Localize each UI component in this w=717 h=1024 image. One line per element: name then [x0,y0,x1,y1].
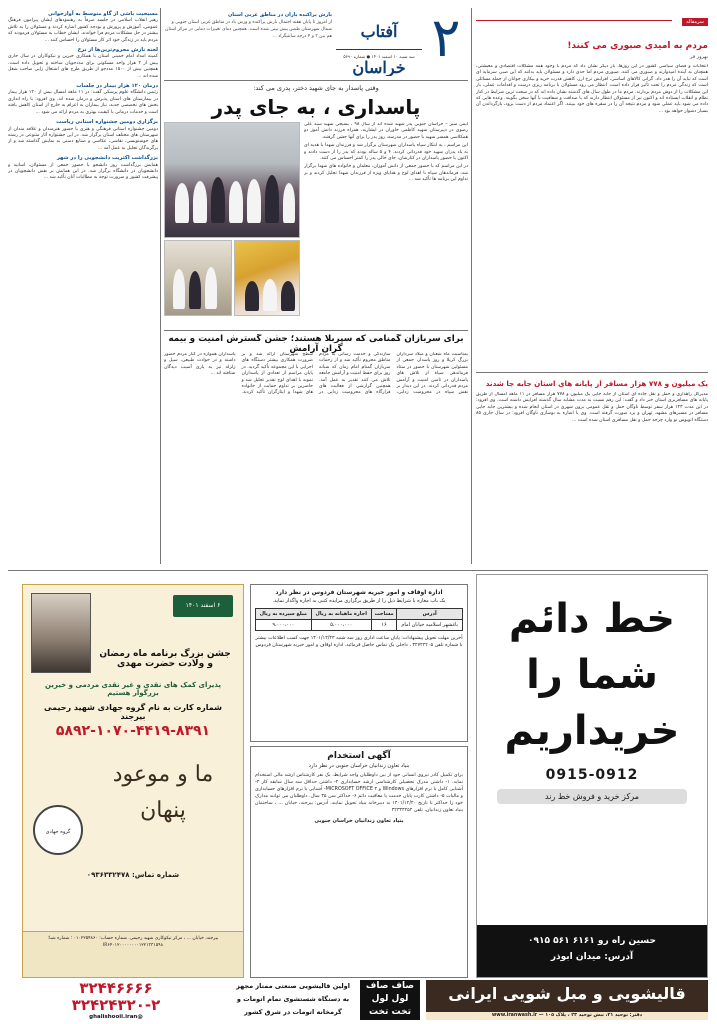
editorial-column [476,8,708,564]
table-row [256,620,463,631]
divider [476,372,708,373]
notice-subtitle: یک باب مغازه با شرایط ذیل را از طریق برگزاری مزایده کتبی به اجاره واگذار نماید. [272,598,446,604]
ad-phone: 0915-0912 [545,767,639,783]
brief-headline: برگزاری دومین جشنواره استانی ریاست [56,119,158,126]
card-number: ۵۸۹۲-۱۰۷۰-۴۴۱۹-۸۳۹۱ [55,723,211,739]
editorial-author: بهروز فر [689,54,708,60]
ad-center-name: مرکز خرید و فروش خط رند [497,789,687,804]
table-cell: ۵،۰۰۰،۰۰۰ [311,620,371,631]
bottom-ad-strip [18,980,708,1020]
slogan-line: صاف صاف [365,981,415,991]
ad-headline: خط دائم شما را خریداریم [504,596,680,754]
table-cell: باغشهر اسلامیه خیابان امام [397,620,463,631]
article-photo-students [164,122,300,238]
masthead [336,8,468,76]
notice-subtitle: بنیاد تعاون زندانیان خراسان جنوبی در نظر دارد [308,763,410,769]
contact-number: شماره تماس: ۰۹۳۶۳۳۲۴۷۸ [86,871,180,879]
article-paragraph: در این مراسم که با حضور جمعی از دانش آموزان، معلمان و خانواده های شهدا برگزار شد، فرماندهان سپاه با اهدای لوح و هدایای ویژه از فرزندان شهدا تجلیل کردند و بر تداوم این برنامه ها تأکید شد ... [304,164,468,183]
ad-contact-address: آدرس: میدان ابوذر [550,952,634,962]
news-brief-column [8,8,158,564]
ad-contact-strip [477,925,707,977]
article-2-headline: برای سربازان گمنامی که سپربلا هستند؛ جشن گسترش امنیت و بیمه گران آرامش [168,334,464,354]
ad-slogan-box [360,980,420,1020]
ad-headline: جشن بزرگ برنامه ماه رمضان و ولادت حضرت مهدی [99,649,231,669]
ad-address: دفتر: توحید ۲۱، نبش توحید ۲۳ ، پلاک ۱۰۵ — www.iranwash.ir [426,1012,708,1020]
awqaf-notice [250,584,468,742]
page-number: ۲ [431,8,461,69]
kicker-body: از امروز تا پایان هفته احتمال بارش پراکنده و وزش باد در مناطق غربی استان جنوبی و شمال شهرستان طبس پیش بینی شده است. همچنین دمای تغییرات دمایی در مرکز استان هم بین ۳ و ۴ درجه سانتیگراد ... [165,20,332,39]
ad-phones [18,980,214,1020]
phone-number: ۳۲۴۴۶۶۶۶ [79,980,153,997]
article-headline: پاسداری ، به جای پدر [211,95,421,119]
kicker-news [164,12,332,40]
instagram-handle: @ghalishooii.iran [89,1014,143,1020]
editorial-body: انتخابات و فضای سیاسی کشور در این روزها، بار دیگر نشان داد که مردم با وجود همه مشکلات اقتصادی و معیشتی، همچنان به آینده امیدوارند و صبوری می کنند. صبوری مردم اما حدی دارد و مسئولان باید بدانند که این صبر، سرمایه ای است که نباید آن را هدر داد. گرانی کالاهای اساسی، افزایش نرخ ارز، کاهش قدرت خرید و بیکاری جوانان از جمله مسائلی است که زندگی مردم را تحت تأثیر قرار داده است. انتظار می رود مسئولان با برنامه ریزی درست و اقدامات عملی، بار این مشکلات را از دوش مردم بردارند. مردم ما در طول سال های گذشته نشان داده اند که در سخت ترین شرایط در کنار نظام و انقلاب ایستاده اند و اکنون نیز از مسئولان انتظار دارند که با صداقت و شفافیت با آنها سخن بگویند. وعده هایی که داده می شود باید عملی شود و مردم نتیجه آن را در سفره های خود ببینند. اگر اعتماد مردم از دست برود، بازگرداندن آن بسیار دشوار خواهد بود ... [476,64,708,114]
brief-headline: درمان ۱۲۰ هزار بیمار در جلسات [76,83,158,90]
article-paragraph: این مراسم ، به ابتکار سپاه پاسداران شهرستان برگزار شد و فرزندان شهدا با هدیه ای به یاد پدران شهید خود قدردانی کردند. ۴ و ۵ ساله بودند که پدر را از دست دادند و اکنون با حضور پاسداران در کنارشان، جای خالی پدر را کمتر احساس می کنند. [304,143,468,162]
table-cell: ۹،۰۰۰،۰۰۰ [256,620,312,631]
table-header: مساحت [371,609,397,620]
issue-info: سه شنبه ۱۰ اسفند ۱۴۰۱ ● شماره ۵۶۹۰ [343,54,415,59]
divider [164,80,468,81]
ad-footer: بیرجند، خیابان ... ، مرکز نیکوکاری شهید رحیمی. شماره حساب: ۰۱۰۲۲۵۴۸۶۰ ؛ شماره شبا: IR۶۴۰۱۲۰۰۰۰۰۰۰۰۱۲۲۱۳۳۱۵۹۸ [23,931,243,977]
section-line [476,20,672,21]
brief-body: همایش بزرگداشت روز دانشجو با حضور جمعی از مسئولان، اساتید و دانشجویان در دانشگاه برگزار شد. در این همایش بر نقش دانشجویان در پیشرفت کشور و ضرورت توجه به مطالبات آنان تأکید شد ... [8,162,158,181]
martyr-portrait [31,593,91,673]
column-rule [471,8,472,564]
section-tab: سرمقاله [682,18,708,26]
ad-contact-phone: حسین راه رو ۶۱۶۱ ۵۶۱ ۰۹۱۵ [528,936,656,946]
employment-notice [250,746,468,978]
group-logo-icon: گروه جهادی [33,805,83,855]
calligraphy-slogan: ما و موعود پنهان [112,762,214,823]
article-photo-classroom [234,240,300,316]
notice-table [255,608,463,631]
ad-subheadline: پذیرای کمک های نقدی و غیر نقدی مردمی و خیرین بزرگوار هستیم [44,681,222,697]
ad-charity-group [22,584,244,978]
divider [164,330,468,331]
ad-carpet-wash [426,980,708,1020]
article-paragraph: ایمن سپر – خراسان جنوبی پدر شهید شده اند از سال ۹۸ ، بسیجی شهید سید علی رضوی در دبیرستان شهید کاظمی خاوران در اپشاریه، همراه فرزند دانش آموز دو همکلاسی همسر شهید با حضور در مدرسه، روز پدر را برای آنها جشن گرفتند. [304,122,468,140]
kicker-title: بارش پراکنده باران در مناطق غربی استان [227,12,332,18]
notice-footer: آخرین مهلت تحویل پیشنهادات: پایان ساعت اداری روز سه شنبه ۱۴۰۱/۱۲/۲۳ جهت کسب اطلاعات بیشتر با شماره تلفن ۳۲۷۲۲۲۰۵ ، داخلی یک تماس حاصل فرمائید. اداره اوقاف و امور خیریه شهرستان فردوس [255,636,463,648]
date-ribbon: ۶ اسفند ۱۴۰۱ [173,595,233,617]
column-rule [160,8,161,564]
section-divider [8,570,708,571]
notice-title: اداره اوقاف و امور خیریه شهرستان فردوس در نظر دارد [275,589,443,596]
notice-title: آگهی استخدام [327,751,391,761]
table-header: مبلغ سپرده به ریال [256,609,312,620]
notice-body: برای تکمیل کادر نیروی انسانی خود از بین داوطلبان واجد شرایط، یک نفر کارشناس ارشد مالی استخدام نماید. ۱- داشتن مدرک تحصیلی کارشناسی ارشد حسابداری ۲- داشتن حداقل سه سال سابقه کار ۳- آشنایی کامل با نرم افزارهای Windows و MICROSOFT OFFICE ۴- آشنایی با نرم افزارهای حسابداری و مالیات ۵- داشتن کارت پایان خدمت یا معافیت دائم ۶- حداکثر سن ۳۵ سال. داوطلبان می توانند مدارک خود را حداکثر تا تاریخ ۱۴۰۱/۱۲/۲۰ به دبیرخانه بنیاد تحویل نمایند. آدرس: بیرجند، خیابان ... ، ساختمان بنیاد تعاون زندانیان، تلفن ۳۲۳۳۴۴۵۲ [255,773,464,813]
article-body [304,122,468,330]
card-label: شماره کارت به نام گروه جهادی شهید رحیمی بیرجند [43,703,223,721]
phone-number: ۳۲۴۲۴۳۲۰-۲ [71,996,161,1014]
ad-description: اولین قالیشویی صنعتی ممتاز مجهز به دستگاه شستشوی تمام اتومات و گرمخانه اتومات در شرق کشور [236,982,350,1016]
ad-brand: قالیشویی و مبل شویی ایرانی [448,984,686,1003]
article-super-head: وقتی پاسدار به جای شهید دختر، پدری می کند: [253,84,379,92]
editorial-headline: مردم به امیدی صبوری می کنند! [567,41,708,51]
brief-body: رئیس دانشگاه علوم پزشکی گفت: در ۱۱ ماهه امسال بیش از ۱۲۰ هزار بیمار در بیمارستان های استان پذیرش و درمان شده اند. وی افزود: با راه اندازی بخش های تخصصی جدید، نیاز بیماران به اعزام به خارج از استان کاهش یافته است و خدمات درمانی با کیفیت بهتری به مردم ارائه می شود ... [8,90,158,115]
ad-sim-card-purchase [476,574,708,978]
article-photo-girls [164,240,232,316]
table-header: اجاره ماهیانه به ریال [311,609,371,620]
table-header: آدرس [397,609,463,620]
news-headline: یک میلیون و ۷۷۸ هزار مسافر از پایانه های استان جابه جا شدند [485,379,708,388]
brief-headline: لجنه نازش محروم‌ترین‌ها از نرخ [77,47,158,54]
brief-headline: بزرگداشت اکثریت دانشجویی را در شهر [56,155,158,162]
news-body: مدیرکل راهداری و حمل و نقل جاده ای استان از جابه جایی یک میلیون و ۷۷۸ هزار مسافر در ۱۱ ماهه امسال از طریق پایانه های مسافربری استان خبر داد و گفت: این رقم نسبت به مدت مشابه سال گذشته افزایش داشته است. وی افزود: در این مدت ۱۲۳ هزار سفر توسط ناوگان حمل و نقل عمومی برون شهری در استان انجام شده و بیشترین جابه جایی مسافر در مسیرهای مشهد، تهران و یزد صورت گرفته است. وی با اشاره به نوسازی ناوگان افزود: در سال جاری ۸۵ دستگاه اتوبوس نو وارد چرخه حمل و نقل مسافری استان شده است ... [476,392,708,423]
newspaper-logo: آفتاب خراسان [336,14,422,50]
brief-body: رهبر انقلاب اسلامی در جلسه صرفاً به رهنمودهای ایشان پیرامون فرهنگ عمومی، آموزش و پرورش و بودجه کشور اشاره کردند و مسئولان را به تلاش بیشتر در حل مشکلات مردم فرا خواندند. ایشان خطاب به مسئولان فرمودند که مردم باید در زندگی خود اثر کار مسئولان را احساس کنند ... [8,18,158,43]
table-cell: ۱۶ [371,620,397,631]
brief-body: دومین جشنواره استانی فرهنگی و هنری با حضور هنرمندان و علاقه مندان از شهرستان های مختلف استان برگزار شد. در این جشنواره آثار متنوعی در رشته های خوشنویسی، نقاشی، عکاسی و صنایع دستی به نمایش گذاشته شد و از برگزیدگان تجلیل به عمل آمد ... [8,126,158,151]
brief-headline: مسیحیت باشی از گاو متوسط به آوازخوانی [47,11,158,17]
slogan-line: تخت تخت [369,1007,411,1017]
article-2-body: بمناسبت ماه شعبان و میلاد سرداران بزرگ کربلا و روز پاسدار، جمعی از مسئولین شهرستان با حضور در ستاد فرماندهی سپاه از تلاش های پاسداران در تامین امنیت و آرامش مردم قدردانی کردند. در این دیدار بر نقش سپاه در محرومیت زدایی، سازندگی و خدمت رسانی به مردم مناطق محروم تأکید شد و از زحمات سربازان گمنام امام زمان که شبانه روز برای حفظ امنیت و آرامش جامعه تلاش می کنند تقدیر به عمل آمد. همچنین گزارشی از فعالیت های قرارگاه های محرومیت زدایی در سطح شهرستان ارائه شد و بر ضرورت همکاری بیشتر دستگاه های اجرایی با این مجموعه تأکید گردید. در پایان مراسم از تعدادی از پاسداران نمونه با اهدای لوح تقدیر تجلیل شد و حاضرین بر تداوم حمایت از خانواده های شهدا و ایثارگران تأکید کردند. پاسداران همواره در کنار مردم حضور داشته و در حوادث طبیعی، سیل و زلزله نیز به یاری آسیب دیدگان شتافته اند ... [164,352,468,396]
slogan-line: لول لول [371,994,409,1004]
brief-body: کمیته امداد امام خمینی استان با همکاری خیرین و نیکوکاران در سال جاری بیش از ۲ هزار واحد مسکونی برای مددجویان ساخته و تحویل داده است. همچنین بیش از ۱۵۰۰ مددجو از طریق طرح های اشتغال زایی صاحب شغل شده اند ... [8,54,158,79]
notice-signature: بنیاد تعاون زندانیان خراسان جنوبی [314,818,404,824]
